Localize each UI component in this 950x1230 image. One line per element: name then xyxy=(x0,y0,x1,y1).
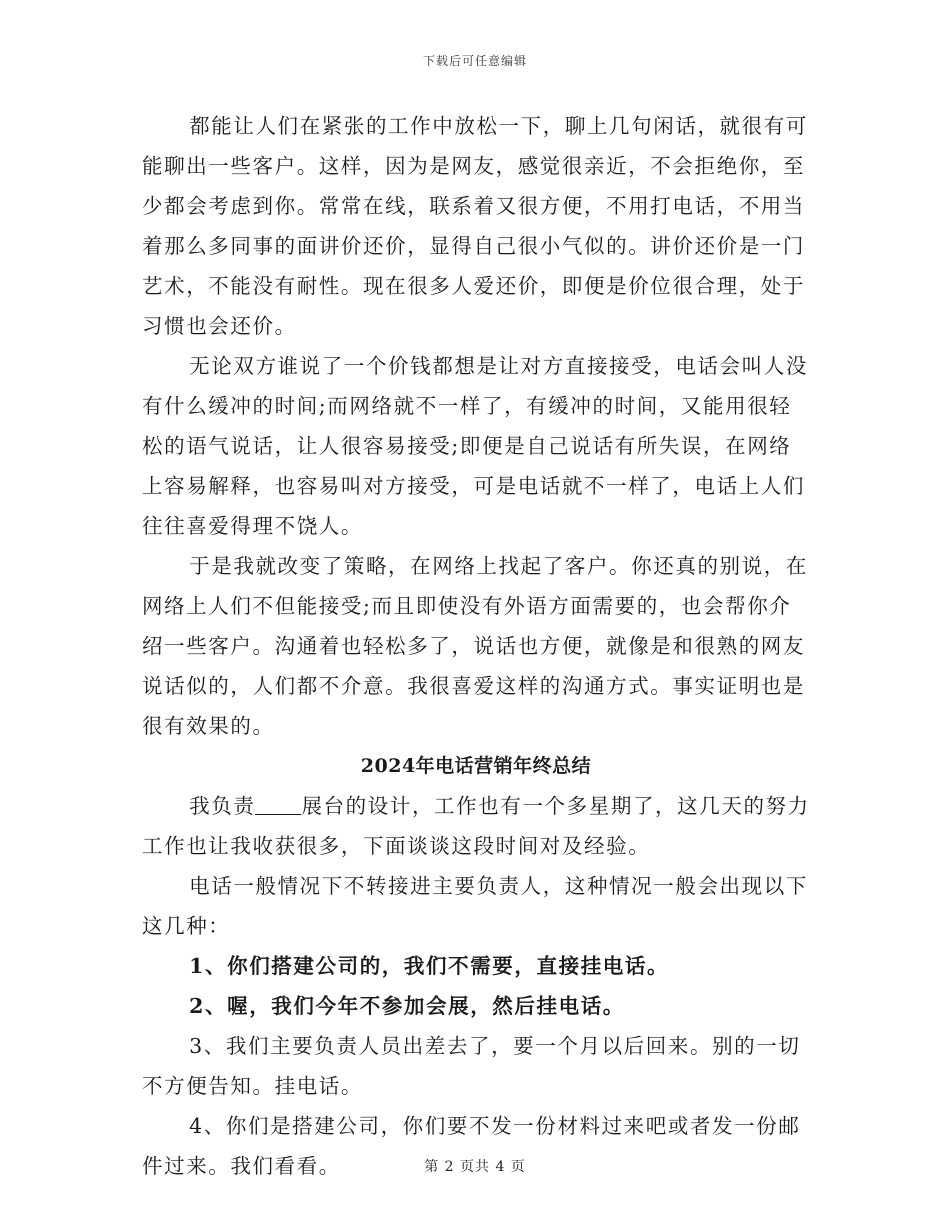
section-title: 2024年电话营销年终总结 xyxy=(360,755,592,777)
paragraph: 于是我就改变了策略，在网络上找起了客户。你还真的别说，在网络上人们不但能接受;而且即使没有外语方面需要的，也会帮你介绍一些客户。沟通着也轻松多了，说话也方便，就像是和很熟的网友说话似的，人们都不介意。我很喜爱这样的沟通方式。事实证明也是很有效果的。 xyxy=(142,554,808,738)
intro-text-after-blank: 展台的设计，工作也有一个多星期了，这几天的努力工作也让我收获很多，下面谈谈这段时间对及经验。 xyxy=(142,794,810,858)
paragraph-intro xyxy=(142,786,810,866)
page-header: 下载后可任意编辑 xyxy=(422,54,527,68)
paragraph: 电话一般情况下不转接进主要负责人，这种情况一般会出现以下这几种： xyxy=(142,874,808,938)
fill-in-blank xyxy=(255,796,301,815)
list-item: 3、我们主要负责人员出差去了，要一个月以后回来。别的一切不方便告知。挂电话。 xyxy=(142,1034,801,1098)
list-item-bold: 2、喔，我们今年不参加会展，然后挂电话。 xyxy=(189,994,625,1018)
list-item: 4、你们是搭建公司，你们要不发一份材料过来吧或者发一份邮件过来。我们看看。 xyxy=(142,1114,801,1178)
list-item-bold: 1、你们搭建公司的，我们不需要，直接挂电话。 xyxy=(189,954,670,978)
paragraph: 无论双方谁说了一个价钱都想是让对方直接接受，电话会叫人没有什么缓冲的时间;而网络就不一样了，有缓冲的时间，又能用很轻松的语气说话，让人很容易接受;即便是自己说话有所失误，在网络上容易解释，也容易叫对方接受，可是电话就不一样了，电话上人们往往喜爱得理不饶人。 xyxy=(142,354,808,538)
intro-text-before-blank: 我负责 xyxy=(189,794,256,818)
document-body xyxy=(142,106,810,1186)
page-footer: 第 2 页共 4 页 xyxy=(424,1159,526,1175)
paragraph: 都能让人们在紧张的工作中放松一下，聊上几句闲话，就很有可能聊出一些客户。这样，因为是网友，感觉很亲近，不会拒绝你，至少都会考虑到你。常常在线，联系着又很方便，不用打电话，不用当着那么多同事的面讲价还价，显得自己很小气似的。讲价还价是一门艺术，不能没有耐性。现在很多人爱还价，即便是价位很合理，处于习惯也会还价。 xyxy=(142,114,808,338)
